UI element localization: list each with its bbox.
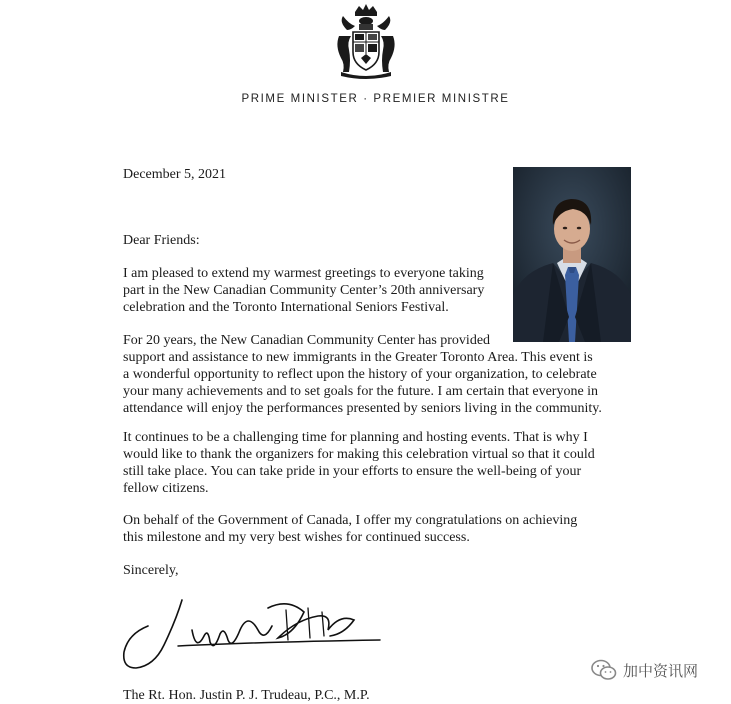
salutation: Dear Friends: <box>123 233 200 248</box>
letterhead-title: PRIME MINISTER · PREMIER MINISTRE <box>241 93 510 105</box>
signatory-name: The Rt. Hon. Justin P. J. Trudeau, P.C., M.P. <box>123 688 370 703</box>
paragraph-line: I am pleased to extend my warmest greetings to everyone taking <box>123 266 484 281</box>
paragraph-line: fellow citizens. <box>123 481 209 496</box>
paragraph-line: On behalf of the Government of Canada, I offer my congratulations on achieving <box>123 513 578 528</box>
paragraph-greeting <box>123 265 484 316</box>
paragraph-line: It continues to be a challenging time for planning and hosting events. That is why I <box>123 430 588 445</box>
paragraph-thanks <box>123 429 595 497</box>
paragraph-line: a wonderful opportunity to reflect upon the history of your organization, to celebrate <box>123 367 597 382</box>
paragraph-history <box>123 332 602 417</box>
paragraph-line: celebration and the Toronto International Seniors Festival. <box>123 300 449 315</box>
portrait-photo <box>513 167 631 342</box>
letter-date: December 5, 2021 <box>123 167 227 182</box>
closing: Sincerely, <box>123 563 179 578</box>
watermark <box>591 656 698 684</box>
coat-of-arms-icon <box>333 2 399 80</box>
paragraph-line: your many achievements and to set goals for the future. I am certain that everyone in <box>123 384 599 399</box>
paragraph-line: still take place. You can take pride in your efforts to ensure the well-being of your <box>123 464 582 479</box>
paragraph-line: For 20 years, the New Canadian Community Center has provided <box>123 333 491 348</box>
wechat-icon <box>591 658 617 682</box>
paragraph-line: this milestone and my very best wishes for continued success. <box>123 530 470 545</box>
paragraph-line: part in the New Canadian Community Center’s 20th anniversary <box>123 283 485 298</box>
paragraph-line: support and assistance to new immigrants in the Greater Toronto Area. This event is <box>123 350 593 365</box>
paragraph-line: would like to thank the organizers for making this celebration virtual so that it could <box>123 447 595 462</box>
paragraph-line: attendance will enjoy the performances presented by seniors living in the community. <box>123 401 602 416</box>
watermark-text: 加中资讯网 <box>623 661 699 680</box>
signature-image <box>118 590 388 675</box>
paragraph-congratulations <box>123 512 577 546</box>
